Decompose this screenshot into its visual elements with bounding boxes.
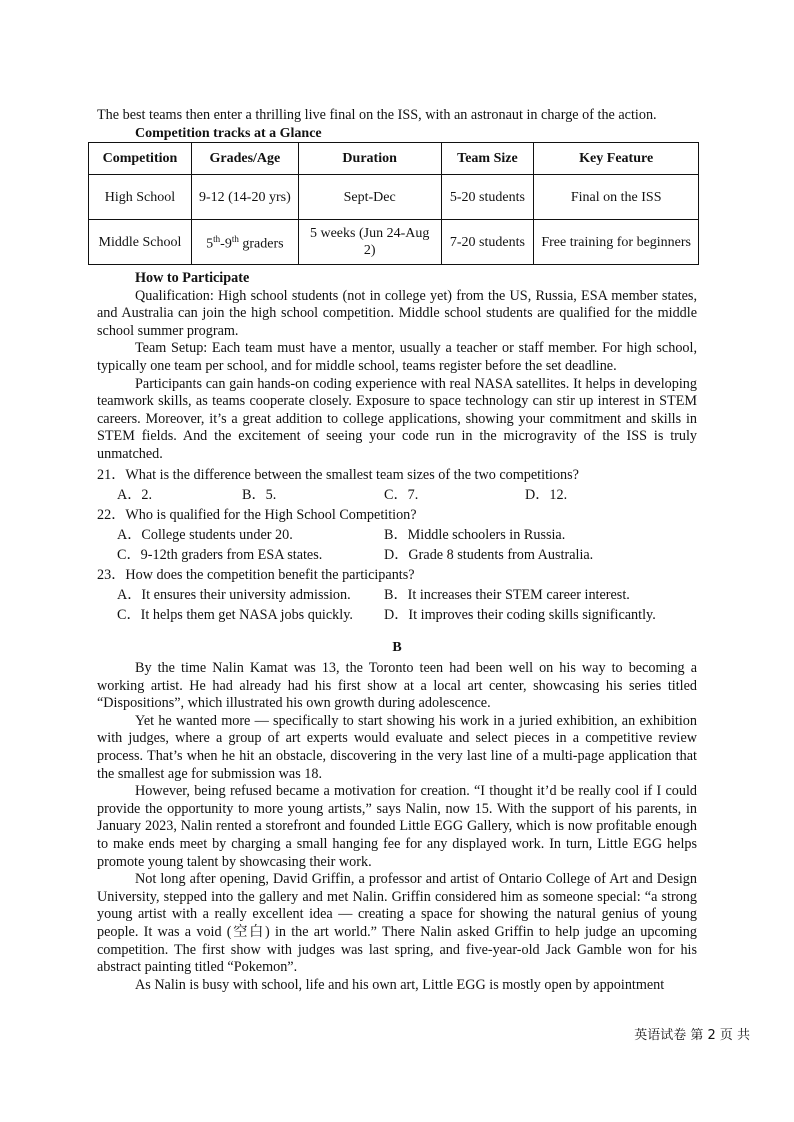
option-d[interactable]: D．12. — [525, 487, 568, 503]
cell-duration: 5 weeks (Jun 24-Aug 2) — [298, 220, 441, 265]
cell-competition: Middle School — [89, 220, 192, 265]
competition-table — [88, 142, 699, 265]
option-d[interactable]: D．Grade 8 students from Australia. — [384, 547, 594, 563]
paragraph: However, being refused became a motivation for creation. “I thought it’d be really cool if I could provide the opportunity to more young artists,” says Nalin, now 15. With the support of his parents, in January 2023, Nalin rented a storefront and founded Little EGG Gallery, which is now profitable enough to make ends meet by charging a small hanging fee for any displayed work. In turn, Little EGG helps promote young talent by showcasing their work. — [97, 783, 697, 870]
table-row — [89, 220, 699, 265]
cell-key-feature: Free training for beginners — [534, 220, 699, 265]
paragraph: As Nalin is busy with school, life and his own art, Little EGG is mostly open by appointment — [135, 976, 665, 993]
paragraph: Team Setup: Each team must have a mentor, usually a teacher or staff member. For high school, typically one team per school, and for middle school, teams register before the set deadline. — [97, 340, 697, 374]
option-b[interactable]: B．It increases their STEM career interest. — [384, 587, 630, 603]
option-c[interactable]: C．7. — [384, 487, 419, 503]
option-b[interactable]: B．5. — [242, 487, 277, 503]
header-grades: Grades/Age — [191, 143, 298, 175]
intro-line: The best teams then enter a thrilling live final on the ISS, with an astronaut in charge of the action. — [97, 107, 657, 123]
option-c[interactable]: C．It helps them get NASA jobs quickly. — [117, 607, 353, 623]
cell-team-size: 7-20 students — [441, 220, 534, 265]
cell-grades: 5th-9th graders — [191, 220, 298, 265]
paragraph: By the time Nalin Kamat was 13, the Toronto teen had been well on his way to becoming a working artist. He had already had his first show at a local art center, showcasing his series titled “Dispositions”, which illustrated his own growth during adolescence. — [97, 660, 697, 712]
participate-section — [97, 270, 697, 464]
option-d[interactable]: D．It improves their coding skills significantly. — [384, 607, 656, 623]
participate-heading: How to Participate — [135, 270, 250, 286]
question-22 — [97, 505, 697, 565]
option-c[interactable]: C．9-12th graders from ESA states. — [117, 547, 323, 563]
question-21 — [97, 465, 697, 505]
option-b[interactable]: B．Middle schoolers in Russia. — [384, 527, 566, 543]
paragraph: Participants can gain hands-on coding experience with real NASA satellites. It helps in developing teamwork skills, as teams cooperate closely. Exposure to space technology can stir up interest in STEM careers. Moreover, it’s a great addition to college applications, showing your commitment and skills in STEM fields. And the excitement of seeing your code run in the microgravity of the ISS is truly unmatched. — [97, 375, 697, 462]
cell-team-size: 5-20 students — [441, 175, 534, 220]
option-a[interactable]: A．2. — [117, 487, 153, 503]
table-title: Competition tracks at a Glance — [135, 126, 322, 141]
table-header-row — [89, 143, 699, 175]
paragraph: Not long after opening, David Griffin, a professor and artist of Ontario College of Art and Design University, stepped into the gallery and met Nalin. Griffin considered him as someone special: “a strong young artist with a really excellent idea — creating a space for showing the natural genius of young people. It was a void (空白) in the art world.” There Nalin asked Griffin to help judge an upcoming competition. The first show with judges was last spring, and five-year-old Jack Gamble won for his abstract painting titled “Pokemon”. — [97, 871, 697, 976]
header-key-feature: Key Feature — [534, 143, 699, 175]
option-a[interactable]: A．It ensures their university admission. — [117, 587, 351, 603]
header-duration: Duration — [298, 143, 441, 175]
cell-competition: High School — [89, 175, 192, 220]
question-stem: 22．Who is qualified for the High School Competition? — [97, 507, 417, 523]
header-team-size: Team Size — [441, 143, 534, 175]
table-row — [89, 175, 699, 220]
cell-key-feature: Final on the ISS — [534, 175, 699, 220]
section-label: B — [392, 640, 402, 655]
option-a[interactable]: A．College students under 20. — [117, 527, 293, 543]
question-stem: 21．What is the difference between the smallest team sizes of the two competitions? — [97, 467, 579, 483]
question-23 — [97, 565, 697, 625]
question-stem: 23．How does the competition benefit the participants? — [97, 567, 415, 583]
passage-b — [97, 660, 697, 994]
paragraph: Yet he wanted more — specifically to start showing his work in a juried exhibition, an exhibition with judges, where a group of art experts would evaluate and select pieces in a competitive review process. That’s when he hit an obstacle, discovering in the very last line of a multi-page application that the smallest age for submission was 18. — [97, 712, 697, 782]
paragraph: Qualification: High school students (not in college yet) from the US, Russia, ESA member states, and Australia can join the high school competition. Middle school students are qualified for the middle school summer program. — [97, 287, 697, 339]
cell-grades: 9-12 (14-20 yrs) — [191, 175, 298, 220]
page-footer: 英语试卷 第 2 页 共 — [634, 1028, 750, 1043]
header-competition: Competition — [89, 143, 192, 175]
cell-duration: Sept-Dec — [298, 175, 441, 220]
